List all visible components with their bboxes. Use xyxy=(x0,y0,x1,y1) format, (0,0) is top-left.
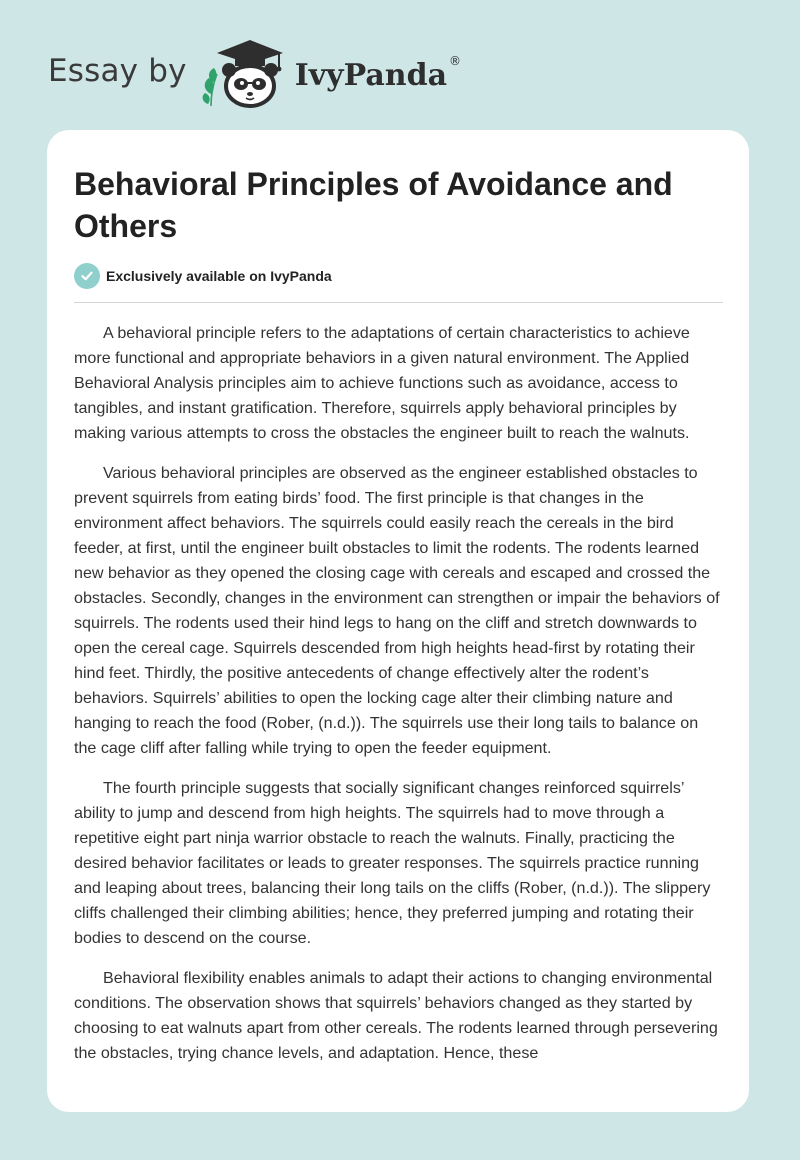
panda-logo-icon xyxy=(199,36,291,108)
page-title: Behavioral Principles of Avoidance and Others xyxy=(74,166,673,244)
paragraph: Various behavioral principles are observed as the engineer established obstacles to prevent squirrels from eating birds’ food. The first principle is that changes in the environment affect behaviors. The squirrels could easily reach the cereals in the bird feeder, at first, until the engineer built obstacles to limit the rodents. The rodents learned new behavior as they opened the closing cage with cereals and escaped and crossed the obstacles. Secondly, changes in the environment can strengthen or impair the behaviors of squirrels. The rodents used their hind legs to hang on the cliff and stretch downwards to open the cereal cage. Squirrels descended from high heights head-first by rotating their hind feet. Thirdly, the positive antecedents of change effectively alter the rodent’s behaviors. Squirrels’ abilities to open the locking cage alter their climbing nature and hanging to reach the food (Rober, (n.d.)). The squirrels use their long tails to balance on the cage cliff after falling while trying to open the feeder equipment. xyxy=(74,464,720,757)
divider xyxy=(74,302,723,303)
registered-mark: ® xyxy=(449,54,462,68)
check-icon xyxy=(74,263,100,289)
brand-prefix: Essay by xyxy=(48,53,187,89)
site-brand[interactable] xyxy=(48,36,461,108)
badge-text: Exclusively available on IvyPanda xyxy=(106,268,332,284)
brand-name: IvyPanda xyxy=(294,57,448,93)
ivy-leaf-icon xyxy=(202,68,216,106)
paragraph: The fourth principle suggests that socially significant changes reinforced squirrels’ ability to jump and descend from high heights. The squirrels had to move through a repetitive eight part ninja warrior obstacle to reach the walnuts. Finally, practicing the desired behavior facilitates or leads to greater responses. The squirrels practice running and leaping about trees, balancing their long tails on the cliffs (Rober, (n.d.)). The slippery cliffs challenged their climbing abilities; hence, they preferred jumping and rotating their bodies to descend on the course. xyxy=(74,779,711,947)
paragraph: A behavioral principle refers to the adaptations of certain characteristics to achieve more functional and appropriate behaviors in a given natural environment. The Applied Behavioral Analysis principles aim to achieve functions such as avoidance, access to tangibles, and instant gratification. Therefore, squirrels apply behavioral principles by making various attempts to cross the obstacles the engineer built to reach the walnuts. xyxy=(74,324,690,442)
paragraph: Behavioral flexibility enables animals to adapt their actions to changing environmental conditions. The observation shows that squirrels’ behaviors changed as they started by choosing to eat walnuts apart from other cereals. The rodents learned through persevering the obstacles, trying chance levels, and adaptation. Hence, these xyxy=(74,969,718,1062)
exclusive-badge xyxy=(74,263,332,289)
essay-card xyxy=(47,130,749,1112)
essay-body xyxy=(74,321,724,1081)
